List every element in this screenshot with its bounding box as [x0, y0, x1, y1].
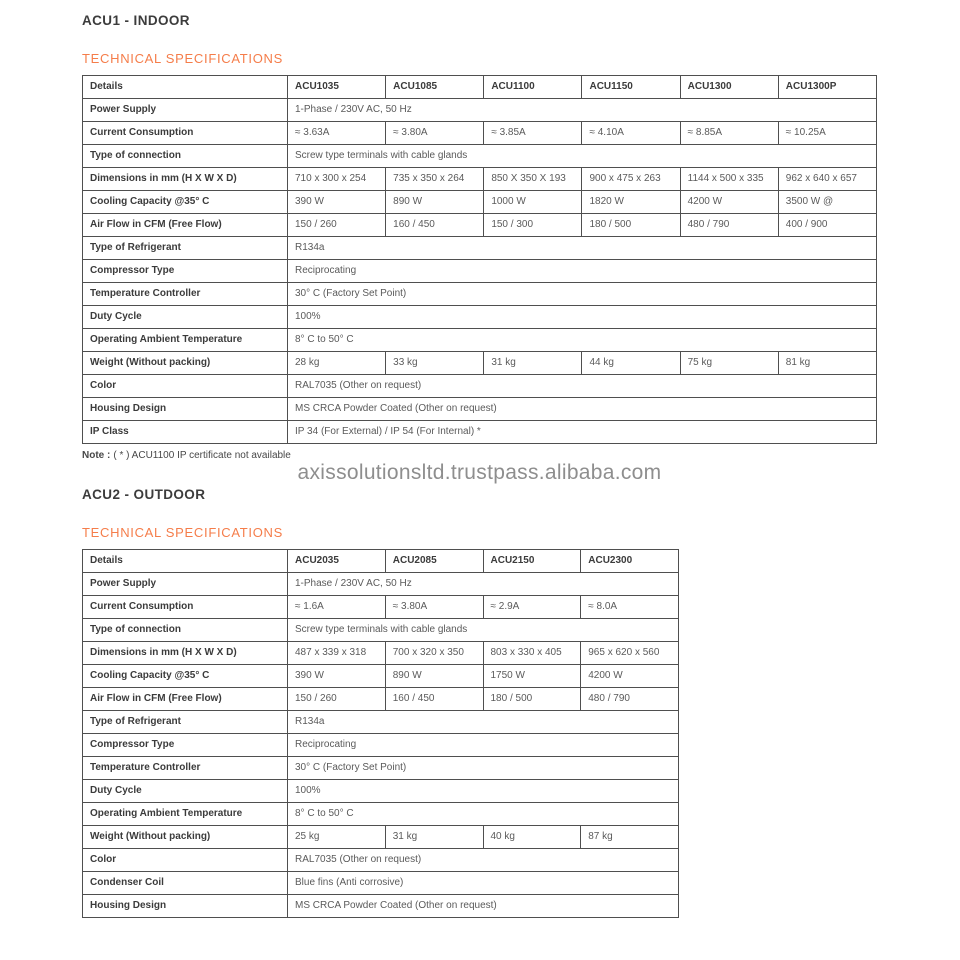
spec-value-cell: 4200 W: [581, 665, 679, 688]
spec-value-cell: 25 kg: [288, 826, 386, 849]
spec-value-cell: 30° C (Factory Set Point): [288, 283, 877, 306]
spec-row-label: Temperature Controller: [83, 757, 288, 780]
table-header-row: [83, 76, 877, 99]
spec-row-label: Type of connection: [83, 145, 288, 168]
spec-row-label: Weight (Without packing): [83, 352, 288, 375]
spec-value-cell: 180 / 500: [483, 688, 581, 711]
spec-row: [83, 849, 679, 872]
spec-value-cell: 150 / 260: [288, 688, 386, 711]
spec-value-cell: 890 W: [385, 665, 483, 688]
spec-row: [83, 895, 679, 918]
spec-row-label: Dimensions in mm (H X W X D): [83, 168, 288, 191]
model-column-header: ACU1150: [582, 76, 680, 99]
spec-value-cell: 710 x 300 x 254: [288, 168, 386, 191]
spec-value-cell: Reciprocating: [288, 734, 679, 757]
spec-value-cell: ≈ 3.80A: [385, 596, 483, 619]
spec-value-cell: 735 x 350 x 264: [386, 168, 484, 191]
spec-row: [83, 711, 679, 734]
spec-value-cell: 480 / 790: [581, 688, 679, 711]
model-column-header: ACU2085: [385, 550, 483, 573]
spec-row-label: Condenser Coil: [83, 872, 288, 895]
details-column-header: Details: [83, 550, 288, 573]
spec-value-cell: MS CRCA Powder Coated (Other on request): [288, 398, 877, 421]
spec-row: [83, 642, 679, 665]
spec-row: [83, 665, 679, 688]
spec-row: [83, 826, 679, 849]
spec-value-cell: R134a: [288, 237, 877, 260]
spec-row-label: IP Class: [83, 421, 288, 444]
spec-value-cell: 390 W: [288, 191, 386, 214]
spec-value-cell: 33 kg: [386, 352, 484, 375]
spec-row: [83, 803, 679, 826]
section-subtitle: TECHNICAL SPECIFICATIONS: [82, 525, 283, 540]
spec-value-cell: 75 kg: [680, 352, 778, 375]
spec-value-cell: 965 x 620 x 560: [581, 642, 679, 665]
spec-value-cell: 890 W: [386, 191, 484, 214]
spec-row-label: Compressor Type: [83, 734, 288, 757]
spec-value-cell: 40 kg: [483, 826, 581, 849]
spec-value-cell: 480 / 790: [680, 214, 778, 237]
spec-row: [83, 283, 877, 306]
spec-value-cell: ≈ 2.9A: [483, 596, 581, 619]
model-column-header: ACU1300P: [778, 76, 876, 99]
spec-value-cell: IP 34 (For External) / IP 54 (For Internal) *: [288, 421, 877, 444]
spec-value-cell: 850 X 350 X 193: [484, 168, 582, 191]
spec-row: [83, 99, 877, 122]
spec-value-cell: MS CRCA Powder Coated (Other on request): [288, 895, 679, 918]
spec-row-label: Power Supply: [83, 573, 288, 596]
spec-row: [83, 398, 877, 421]
section-subtitle: TECHNICAL SPECIFICATIONS: [82, 51, 283, 66]
spec-value-cell: Screw type terminals with cable glands: [288, 619, 679, 642]
spec-value-cell: 3500 W @: [778, 191, 876, 214]
spec-row: [83, 573, 679, 596]
spec-row-label: Type of connection: [83, 619, 288, 642]
spec-value-cell: 160 / 450: [386, 214, 484, 237]
spec-value-cell: ≈ 8.0A: [581, 596, 679, 619]
spec-value-cell: 100%: [288, 306, 877, 329]
spec-value-cell: ≈ 8.85A: [680, 122, 778, 145]
spec-value-cell: RAL7035 (Other on request): [288, 375, 877, 398]
spec-value-cell: 87 kg: [581, 826, 679, 849]
spec-row: [83, 122, 877, 145]
footnote-text: ( * ) ACU1100 IP certificate not available: [113, 450, 291, 461]
spec-row: [83, 260, 877, 283]
spec-value-cell: 1000 W: [484, 191, 582, 214]
spec-value-cell: 1-Phase / 230V AC, 50 Hz: [288, 573, 679, 596]
spec-row: [83, 352, 877, 375]
spec-row-label: Cooling Capacity @35° C: [83, 665, 288, 688]
spec-value-cell: Blue fins (Anti corrosive): [288, 872, 679, 895]
spec-row-label: Housing Design: [83, 895, 288, 918]
spec-row-label: Current Consumption: [83, 596, 288, 619]
table-header-row: [83, 550, 679, 573]
spec-row: [83, 191, 877, 214]
spec-row: [83, 619, 679, 642]
spec-value-cell: 81 kg: [778, 352, 876, 375]
spec-row-label: Dimensions in mm (H X W X D): [83, 642, 288, 665]
spec-row-label: Duty Cycle: [83, 306, 288, 329]
spec-row-label: Weight (Without packing): [83, 826, 288, 849]
spec-value-cell: 150 / 260: [288, 214, 386, 237]
watermark-text: axissolutionsltd.trustpass.alibaba.com: [297, 461, 662, 484]
model-column-header: ACU1085: [386, 76, 484, 99]
section-acu1-indoor: [82, 12, 960, 462]
spec-value-cell: Reciprocating: [288, 260, 877, 283]
spec-value-cell: R134a: [288, 711, 679, 734]
spec-value-cell: ≈ 3.85A: [484, 122, 582, 145]
spec-value-cell: 1-Phase / 230V AC, 50 Hz: [288, 99, 877, 122]
spec-value-cell: 150 / 300: [484, 214, 582, 237]
spec-value-cell: RAL7035 (Other on request): [288, 849, 679, 872]
spec-value-cell: 8° C to 50° C: [288, 329, 877, 352]
model-column-header: ACU2150: [483, 550, 581, 573]
spec-row: [83, 237, 877, 260]
spec-row-label: Duty Cycle: [83, 780, 288, 803]
model-column-header: ACU1035: [288, 76, 386, 99]
spec-value-cell: 803 x 330 x 405: [483, 642, 581, 665]
section-acu2-outdoor: [82, 486, 960, 918]
model-column-header: ACU2300: [581, 550, 679, 573]
spec-row: [83, 688, 679, 711]
spec-value-cell: 1750 W: [483, 665, 581, 688]
spec-value-cell: 1144 x 500 x 335: [680, 168, 778, 191]
spec-row-label: Color: [83, 849, 288, 872]
spec-row-label: Color: [83, 375, 288, 398]
spec-row-label: Cooling Capacity @35° C: [83, 191, 288, 214]
spec-value-cell: 30° C (Factory Set Point): [288, 757, 679, 780]
spec-row-label: Power Supply: [83, 99, 288, 122]
spec-value-cell: 44 kg: [582, 352, 680, 375]
spec-row: [83, 168, 877, 191]
spec-value-cell: 160 / 450: [385, 688, 483, 711]
spec-row: [83, 145, 877, 168]
spec-value-cell: ≈ 1.6A: [288, 596, 386, 619]
spec-row-label: Compressor Type: [83, 260, 288, 283]
spec-row: [83, 329, 877, 352]
spec-value-cell: ≈ 4.10A: [582, 122, 680, 145]
spec-value-cell: 390 W: [288, 665, 386, 688]
spec-row: [83, 734, 679, 757]
spec-row: [83, 596, 679, 619]
spec-value-cell: 962 x 640 x 657: [778, 168, 876, 191]
spec-value-cell: ≈ 3.63A: [288, 122, 386, 145]
spec-value-cell: 400 / 900: [778, 214, 876, 237]
spec-row-label: Air Flow in CFM (Free Flow): [83, 214, 288, 237]
spec-value-cell: ≈ 10.25A: [778, 122, 876, 145]
spec-row: [83, 872, 679, 895]
spec-value-cell: 700 x 320 x 350: [385, 642, 483, 665]
spec-row-label: Type of Refrigerant: [83, 711, 288, 734]
spec-row: [83, 375, 877, 398]
footnote-label: Note :: [82, 450, 111, 461]
model-column-header: ACU2035: [288, 550, 386, 573]
spec-value-cell: 4200 W: [680, 191, 778, 214]
spec-row-label: Temperature Controller: [83, 283, 288, 306]
spec-row-label: Type of Refrigerant: [83, 237, 288, 260]
spec-value-cell: 31 kg: [484, 352, 582, 375]
spec-value-cell: Screw type terminals with cable glands: [288, 145, 877, 168]
model-column-header: ACU1300: [680, 76, 778, 99]
section-title: ACU1 - INDOOR: [82, 13, 190, 28]
spec-value-cell: 28 kg: [288, 352, 386, 375]
indoor-spec-table: [82, 75, 877, 444]
spec-value-cell: 180 / 500: [582, 214, 680, 237]
spec-row: [83, 306, 877, 329]
spec-row-label: Current Consumption: [83, 122, 288, 145]
section-title: ACU2 - OUTDOOR: [82, 487, 206, 502]
spec-value-cell: ≈ 3.80A: [386, 122, 484, 145]
spec-row-label: Operating Ambient Temperature: [83, 329, 288, 352]
spec-row-label: Air Flow in CFM (Free Flow): [83, 688, 288, 711]
model-column-header: ACU1100: [484, 76, 582, 99]
spec-row: [83, 214, 877, 237]
spec-value-cell: 31 kg: [385, 826, 483, 849]
spec-row: [83, 757, 679, 780]
spec-value-cell: 100%: [288, 780, 679, 803]
spec-value-cell: 8° C to 50° C: [288, 803, 679, 826]
spec-row-label: Housing Design: [83, 398, 288, 421]
spec-row: [83, 421, 877, 444]
details-column-header: Details: [83, 76, 288, 99]
spec-value-cell: 900 x 475 x 263: [582, 168, 680, 191]
outdoor-spec-table: [82, 549, 679, 918]
spec-row-label: Operating Ambient Temperature: [83, 803, 288, 826]
spec-value-cell: 1820 W: [582, 191, 680, 214]
spec-row: [83, 780, 679, 803]
spec-value-cell: 487 x 339 x 318: [288, 642, 386, 665]
